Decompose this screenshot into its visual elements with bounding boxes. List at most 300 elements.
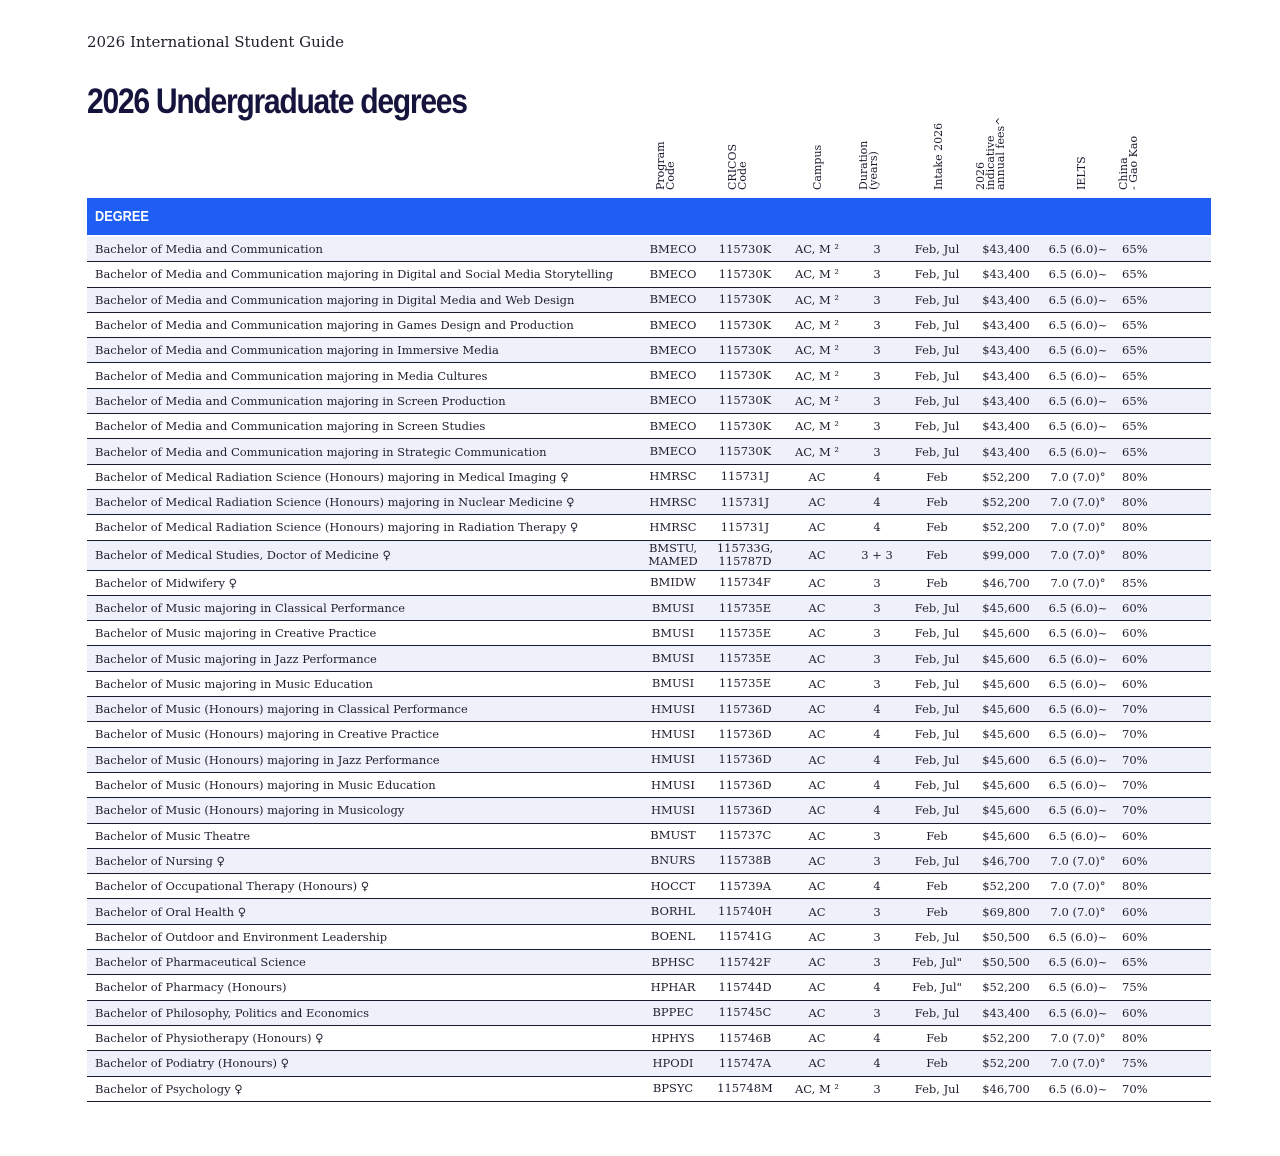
gaokao: 65% bbox=[1122, 318, 1148, 333]
degree-name: Bachelor of Music majoring in Classical Performance bbox=[95, 601, 406, 615]
campus: AC bbox=[808, 752, 826, 767]
program-code: BMECO bbox=[649, 317, 697, 332]
annual-fee: $69,800 bbox=[982, 904, 1030, 919]
gaokao: 80% bbox=[1122, 879, 1148, 894]
degree-section-band bbox=[87, 198, 1211, 235]
table-row bbox=[87, 646, 1211, 671]
campus: AC, M ² bbox=[794, 368, 840, 383]
campus: AC bbox=[808, 626, 826, 641]
header-campus: Campus bbox=[811, 144, 824, 190]
header-ielts: IELTS bbox=[1075, 156, 1088, 190]
table-row bbox=[87, 237, 1211, 262]
intake: Feb, Jul bbox=[914, 1005, 960, 1020]
ielts: 6.5 (6.0)~ bbox=[1048, 601, 1108, 615]
campus: AC bbox=[808, 495, 826, 510]
intake: Feb, Jul bbox=[914, 267, 960, 282]
cricos-code: 115731J bbox=[720, 494, 770, 509]
table-row bbox=[87, 874, 1211, 899]
intake: Feb, Jul bbox=[914, 626, 960, 641]
program-code: BMUSI bbox=[651, 651, 695, 666]
program-code: BPSYC bbox=[652, 1081, 694, 1096]
annual-fee: $46,700 bbox=[982, 853, 1030, 868]
annual-fee: $45,600 bbox=[982, 727, 1030, 742]
annual-fee: $52,200 bbox=[982, 520, 1030, 535]
header-duration: Duration (years) bbox=[857, 140, 880, 190]
header-intake: Intake 2026 bbox=[932, 122, 945, 190]
gaokao: 80% bbox=[1122, 495, 1148, 510]
intake: Feb, Jul bbox=[914, 778, 960, 793]
degree-name: Bachelor of Media and Communication majoring in Immersive Media bbox=[95, 343, 499, 358]
degree-name: Bachelor of Media and Communication majoring in Screen Studies bbox=[95, 419, 486, 434]
campus: AC bbox=[808, 727, 826, 742]
campus: AC bbox=[808, 879, 826, 894]
annual-fee: $50,500 bbox=[982, 929, 1030, 944]
ielts: 6.5 (6.0)~ bbox=[1048, 727, 1108, 742]
table-row bbox=[87, 313, 1211, 338]
duration: 3 bbox=[873, 267, 881, 282]
gaokao: 65% bbox=[1122, 267, 1148, 282]
annual-fee: $43,400 bbox=[982, 343, 1030, 358]
annual-fee: $99,000 bbox=[982, 548, 1030, 563]
intake: Feb bbox=[926, 828, 948, 843]
header-cricos-code: CRICOS Code bbox=[726, 143, 749, 190]
cricos-code: 115746B bbox=[718, 1030, 772, 1045]
header-fees: 2026 indicative annual fees^ bbox=[974, 116, 1007, 190]
cricos-code: 115742F bbox=[719, 954, 771, 969]
gaokao: 60% bbox=[1122, 601, 1148, 615]
intake: Feb bbox=[926, 548, 948, 563]
campus: AC bbox=[808, 520, 826, 535]
duration: 3 bbox=[873, 419, 881, 434]
program-code: BMUSI bbox=[651, 625, 695, 640]
program-code: BMECO bbox=[649, 393, 697, 408]
gaokao: 60% bbox=[1122, 828, 1148, 843]
intake: Feb, Jul bbox=[914, 1081, 960, 1096]
table-row bbox=[87, 824, 1211, 849]
program-code: BOENL bbox=[650, 929, 696, 944]
cricos-code: 115730K bbox=[718, 342, 772, 357]
intake: Feb, Jul bbox=[914, 803, 960, 818]
program-code: HMRSC bbox=[649, 519, 697, 534]
duration: 3 bbox=[873, 393, 881, 408]
cricos-code: 115731J bbox=[720, 519, 770, 534]
gaokao: 65% bbox=[1122, 444, 1148, 459]
table-row bbox=[87, 849, 1211, 874]
header-gaokao: China - Gao Kao bbox=[1117, 135, 1140, 190]
degree-name: Bachelor of Music (Honours) majoring in Musicology bbox=[95, 803, 405, 818]
table-row bbox=[87, 1051, 1211, 1076]
annual-fee: $43,400 bbox=[982, 419, 1030, 434]
ielts: 6.5 (6.0)~ bbox=[1048, 676, 1108, 691]
table-row bbox=[87, 1026, 1211, 1051]
program-code: BMECO bbox=[649, 266, 697, 281]
campus: AC bbox=[808, 1056, 826, 1071]
degree-name: Bachelor of Philosophy, Politics and Economics bbox=[95, 1005, 369, 1020]
table-row bbox=[87, 722, 1211, 747]
duration: 3 bbox=[873, 292, 881, 307]
duration: 3 bbox=[873, 1081, 881, 1096]
ielts: 6.5 (6.0)~ bbox=[1048, 267, 1108, 282]
cricos-code: 115733G, 115787D bbox=[716, 541, 774, 569]
program-code: BMECO bbox=[649, 444, 697, 459]
annual-fee: $52,200 bbox=[982, 469, 1030, 484]
duration: 3 bbox=[873, 955, 881, 970]
annual-fee: $43,400 bbox=[982, 292, 1030, 307]
gaokao: 60% bbox=[1122, 853, 1148, 868]
cricos-code: 115740H bbox=[718, 904, 772, 919]
annual-fee: $45,600 bbox=[982, 651, 1030, 666]
gaokao: 80% bbox=[1122, 520, 1148, 535]
degree-name: Bachelor of Occupational Therapy (Honours) ♀ bbox=[95, 879, 370, 894]
campus: AC, M ² bbox=[794, 1081, 840, 1096]
gaokao: 85% bbox=[1122, 575, 1148, 590]
campus: AC bbox=[808, 980, 826, 995]
degree-name: Bachelor of Music majoring in Creative Practice bbox=[95, 626, 377, 641]
table-row bbox=[87, 541, 1211, 571]
duration: 3 bbox=[873, 828, 881, 843]
campus: AC bbox=[808, 469, 826, 484]
duration: 3 bbox=[873, 575, 881, 590]
degree-name: Bachelor of Physiotherapy (Honours) ♀ bbox=[95, 1031, 324, 1046]
intake: Feb bbox=[926, 904, 948, 919]
ielts: 6.5 (6.0)~ bbox=[1048, 419, 1108, 434]
campus: AC bbox=[808, 955, 826, 970]
program-code: BMECO bbox=[649, 368, 697, 383]
table-row bbox=[87, 414, 1211, 439]
intake: Feb bbox=[926, 1031, 948, 1046]
annual-fee: $43,400 bbox=[982, 368, 1030, 383]
annual-fee: $52,200 bbox=[982, 879, 1030, 894]
gaokao: 65% bbox=[1122, 393, 1148, 408]
cricos-code: 115739A bbox=[718, 878, 772, 893]
program-code: HMRSC bbox=[649, 494, 697, 509]
degree-name: Bachelor of Media and Communication majoring in Games Design and Production bbox=[95, 318, 574, 333]
table-row bbox=[87, 773, 1211, 798]
gaokao: 60% bbox=[1122, 1005, 1148, 1020]
annual-fee: $43,400 bbox=[982, 267, 1030, 282]
ielts: 6.5 (6.0)~ bbox=[1048, 368, 1108, 383]
table-row bbox=[87, 465, 1211, 490]
cricos-code: 115735E bbox=[718, 625, 772, 640]
ielts: 6.5 (6.0)~ bbox=[1048, 778, 1108, 793]
annual-fee: $52,200 bbox=[982, 1056, 1030, 1071]
campus: AC, M ² bbox=[794, 318, 840, 333]
program-code: HOCCT bbox=[650, 878, 696, 893]
gaokao: 70% bbox=[1122, 803, 1148, 818]
program-code: BMECO bbox=[649, 342, 697, 357]
duration: 3 bbox=[873, 929, 881, 944]
duration: 4 bbox=[873, 879, 881, 894]
table-row bbox=[87, 697, 1211, 722]
ielts: 6.5 (6.0)~ bbox=[1048, 318, 1108, 333]
duration: 3 bbox=[873, 651, 881, 666]
gaokao: 65% bbox=[1122, 242, 1148, 257]
degree-name: Bachelor of Psychology ♀ bbox=[95, 1081, 243, 1096]
program-code: BMSTU, MAMED bbox=[648, 541, 698, 569]
gaokao: 70% bbox=[1122, 1081, 1148, 1096]
duration: 3 bbox=[873, 318, 881, 333]
header-program-code: Program Code bbox=[654, 141, 677, 190]
duration: 4 bbox=[873, 495, 881, 510]
gaokao: 65% bbox=[1122, 292, 1148, 307]
ielts: 7.0 (7.0)° bbox=[1050, 469, 1106, 484]
program-code: HMUSI bbox=[651, 752, 695, 767]
ielts: 6.5 (6.0)~ bbox=[1048, 444, 1108, 459]
ielts: 7.0 (7.0)° bbox=[1050, 904, 1106, 919]
ielts: 7.0 (7.0)° bbox=[1050, 1031, 1106, 1046]
program-code: BMUSI bbox=[651, 600, 695, 615]
cricos-code: 115736D bbox=[718, 777, 772, 792]
degree-section-label: DEGREE bbox=[95, 208, 149, 225]
ielts: 7.0 (7.0)° bbox=[1050, 853, 1106, 868]
campus: AC, M ² bbox=[794, 444, 840, 459]
degree-name: Bachelor of Pharmacy (Honours) bbox=[95, 980, 287, 995]
annual-fee: $46,700 bbox=[982, 1081, 1030, 1096]
gaokao: 65% bbox=[1122, 955, 1148, 970]
annual-fee: $46,700 bbox=[982, 575, 1030, 590]
table-row bbox=[87, 363, 1211, 388]
cricos-code: 115748M bbox=[717, 1081, 773, 1096]
campus: AC bbox=[808, 1031, 826, 1046]
cricos-code: 115731J bbox=[720, 469, 770, 484]
campus: AC bbox=[808, 929, 826, 944]
table-row bbox=[87, 389, 1211, 414]
annual-fee: $45,600 bbox=[982, 676, 1030, 691]
cricos-code: 115736D bbox=[718, 752, 772, 767]
intake: Feb, Jul bbox=[914, 419, 960, 434]
intake: Feb, Jul bbox=[914, 702, 960, 717]
gaokao: 70% bbox=[1122, 778, 1148, 793]
duration: 3 bbox=[873, 242, 881, 257]
intake: Feb, Jul bbox=[914, 601, 960, 615]
degree-name: Bachelor of Media and Communication bbox=[95, 242, 323, 257]
intake: Feb, Jul bbox=[914, 929, 960, 944]
campus: AC, M ² bbox=[794, 393, 840, 408]
table-row bbox=[87, 571, 1211, 596]
degree-name: Bachelor of Medical Radiation Science (Honours) majoring in Medical Imaging ♀ bbox=[95, 469, 569, 484]
cricos-code: 115745C bbox=[718, 1005, 772, 1020]
intake: Feb, Jul bbox=[914, 752, 960, 767]
ielts: 6.5 (6.0)~ bbox=[1048, 955, 1108, 970]
degree-name: Bachelor of Media and Communication majoring in Media Cultures bbox=[95, 368, 488, 383]
duration: 4 bbox=[873, 520, 881, 535]
duration: 3 bbox=[873, 676, 881, 691]
intake: Feb, Jul bbox=[914, 343, 960, 358]
ielts: 6.5 (6.0)~ bbox=[1048, 1081, 1108, 1096]
cricos-code: 115730K bbox=[718, 266, 772, 281]
annual-fee: $52,200 bbox=[982, 980, 1030, 995]
degree-name: Bachelor of Medical Radiation Science (Honours) majoring in Nuclear Medicine ♀ bbox=[95, 495, 575, 510]
gaokao: 80% bbox=[1122, 548, 1148, 563]
page-title: 2026 Undergraduate degrees bbox=[87, 82, 467, 121]
table-row bbox=[87, 288, 1211, 313]
cricos-code: 115736D bbox=[718, 701, 772, 716]
campus: AC bbox=[808, 778, 826, 793]
campus: AC bbox=[808, 702, 826, 717]
campus: AC bbox=[808, 904, 826, 919]
degree-name: Bachelor of Media and Communication majoring in Digital and Social Media Storytelling bbox=[95, 267, 614, 282]
campus: AC bbox=[808, 803, 826, 818]
duration: 4 bbox=[873, 980, 881, 995]
program-code: BORHL bbox=[650, 904, 696, 919]
intake: Feb bbox=[926, 575, 948, 590]
duration: 3 bbox=[873, 1005, 881, 1020]
campus: AC bbox=[808, 676, 826, 691]
ielts: 7.0 (7.0)° bbox=[1050, 575, 1106, 590]
degree-name: Bachelor of Music (Honours) majoring in Creative Practice bbox=[95, 727, 440, 742]
intake: Feb, Jul bbox=[914, 444, 960, 459]
intake: Feb, Jul bbox=[914, 651, 960, 666]
intake: Feb, Jul" bbox=[912, 980, 962, 995]
table-row bbox=[87, 490, 1211, 515]
gaokao: 60% bbox=[1122, 904, 1148, 919]
program-code: HPHYS bbox=[651, 1030, 695, 1045]
cricos-code: 115737C bbox=[718, 828, 772, 843]
degree-table bbox=[87, 237, 1211, 1102]
program-code: HMRSC bbox=[649, 469, 697, 484]
intake: Feb, Jul bbox=[914, 368, 960, 383]
duration: 3 bbox=[873, 368, 881, 383]
degree-name: Bachelor of Podiatry (Honours) ♀ bbox=[95, 1056, 290, 1071]
table-row bbox=[87, 338, 1211, 363]
ielts: 6.5 (6.0)~ bbox=[1048, 1005, 1108, 1020]
cricos-code: 115730K bbox=[718, 241, 772, 256]
ielts: 6.5 (6.0)~ bbox=[1048, 343, 1108, 358]
annual-fee: $43,400 bbox=[982, 444, 1030, 459]
degree-name: Bachelor of Music Theatre bbox=[95, 828, 251, 843]
degree-name: Bachelor of Media and Communication majoring in Strategic Communication bbox=[95, 444, 547, 459]
cricos-code: 115747A bbox=[718, 1055, 772, 1070]
duration: 3 bbox=[873, 853, 881, 868]
campus: AC, M ² bbox=[794, 292, 840, 307]
degree-name: Bachelor of Oral Health ♀ bbox=[95, 904, 247, 919]
intake: Feb, Jul bbox=[914, 676, 960, 691]
degree-name: Bachelor of Music (Honours) majoring in Classical Performance bbox=[95, 702, 468, 717]
cricos-code: 115730K bbox=[718, 418, 772, 433]
intake: Feb, Jul bbox=[914, 853, 960, 868]
ielts: 6.5 (6.0)~ bbox=[1048, 828, 1108, 843]
program-code: HMUSI bbox=[651, 802, 695, 817]
table-row bbox=[87, 1077, 1211, 1102]
campus: AC bbox=[808, 651, 826, 666]
ielts: 6.5 (6.0)~ bbox=[1048, 980, 1108, 995]
annual-fee: $45,600 bbox=[982, 803, 1030, 818]
program-code: BPPEC bbox=[652, 1005, 694, 1020]
duration: 3 bbox=[873, 343, 881, 358]
ielts: 7.0 (7.0)° bbox=[1050, 548, 1106, 563]
gaokao: 70% bbox=[1122, 702, 1148, 717]
campus: AC, M ² bbox=[794, 419, 840, 434]
campus: AC, M ² bbox=[794, 343, 840, 358]
degree-name: Bachelor of Pharmaceutical Science bbox=[95, 955, 306, 970]
cricos-code: 115730K bbox=[718, 317, 772, 332]
ielts: 7.0 (7.0)° bbox=[1050, 879, 1106, 894]
cricos-code: 115736D bbox=[718, 726, 772, 741]
ielts: 6.5 (6.0)~ bbox=[1048, 393, 1108, 408]
duration: 4 bbox=[873, 1031, 881, 1046]
campus: AC bbox=[808, 828, 826, 843]
cricos-code: 115741G bbox=[718, 929, 772, 944]
cricos-code: 115730K bbox=[718, 292, 772, 307]
program-code: BMIDW bbox=[650, 575, 696, 590]
degree-name: Bachelor of Music majoring in Music Education bbox=[95, 676, 373, 691]
intake: Feb bbox=[926, 469, 948, 484]
annual-fee: $52,200 bbox=[982, 1031, 1030, 1046]
ielts: 6.5 (6.0)~ bbox=[1048, 929, 1108, 944]
campus: AC bbox=[808, 548, 826, 563]
campus: AC, M ² bbox=[794, 242, 840, 257]
gaokao: 60% bbox=[1122, 626, 1148, 641]
annual-fee: $45,600 bbox=[982, 752, 1030, 767]
degree-name: Bachelor of Music majoring in Jazz Performance bbox=[95, 651, 377, 666]
gaokao: 80% bbox=[1122, 1031, 1148, 1046]
cricos-code: 115730K bbox=[718, 368, 772, 383]
table-row bbox=[87, 439, 1211, 464]
duration: 4 bbox=[873, 469, 881, 484]
degree-name: Bachelor of Midwifery ♀ bbox=[95, 575, 238, 590]
degree-name: Bachelor of Nursing ♀ bbox=[95, 853, 225, 868]
cricos-code: 115735E bbox=[718, 651, 772, 666]
ielts: 7.0 (7.0)° bbox=[1050, 495, 1106, 510]
table-row bbox=[87, 262, 1211, 287]
program-code: HPHAR bbox=[650, 979, 696, 994]
program-code: HMUSI bbox=[651, 777, 695, 792]
intake: Feb, Jul bbox=[914, 242, 960, 257]
table-row bbox=[87, 515, 1211, 540]
duration: 3 bbox=[873, 601, 881, 615]
duration: 4 bbox=[873, 727, 881, 742]
table-row bbox=[87, 950, 1211, 975]
gaokao: 75% bbox=[1122, 1056, 1148, 1071]
program-code: BNURS bbox=[650, 853, 696, 868]
program-code: BPHSC bbox=[651, 954, 695, 969]
gaokao: 80% bbox=[1122, 469, 1148, 484]
table-row bbox=[87, 621, 1211, 646]
gaokao: 60% bbox=[1122, 676, 1148, 691]
gaokao: 70% bbox=[1122, 727, 1148, 742]
cricos-code: 115730K bbox=[718, 393, 772, 408]
annual-fee: $45,600 bbox=[982, 828, 1030, 843]
campus: AC, M ² bbox=[794, 267, 840, 282]
intake: Feb, Jul bbox=[914, 393, 960, 408]
campus: AC bbox=[808, 853, 826, 868]
gaokao: 60% bbox=[1122, 651, 1148, 666]
ielts: 6.5 (6.0)~ bbox=[1048, 626, 1108, 641]
duration: 4 bbox=[873, 752, 881, 767]
program-code: HMUSI bbox=[651, 726, 695, 741]
campus: AC bbox=[808, 575, 826, 590]
ielts: 6.5 (6.0)~ bbox=[1048, 292, 1108, 307]
ielts: 6.5 (6.0)~ bbox=[1048, 752, 1108, 767]
intake: Feb, Jul bbox=[914, 292, 960, 307]
gaokao: 75% bbox=[1122, 980, 1148, 995]
gaokao: 65% bbox=[1122, 343, 1148, 358]
gaokao: 65% bbox=[1122, 419, 1148, 434]
duration: 3 bbox=[873, 626, 881, 641]
program-code: BMUSI bbox=[651, 676, 695, 691]
intake: Feb, Jul bbox=[914, 727, 960, 742]
cricos-code: 115734F bbox=[719, 575, 771, 590]
ielts: 6.5 (6.0)~ bbox=[1048, 803, 1108, 818]
guide-title: 2026 International Student Guide bbox=[87, 33, 345, 51]
degree-name: Bachelor of Media and Communication majoring in Screen Production bbox=[95, 393, 506, 408]
ielts: 6.5 (6.0)~ bbox=[1048, 651, 1108, 666]
degree-name: Bachelor of Music (Honours) majoring in Music Education bbox=[95, 778, 436, 793]
annual-fee: $45,600 bbox=[982, 702, 1030, 717]
table-row bbox=[87, 798, 1211, 823]
gaokao: 70% bbox=[1122, 752, 1148, 767]
cricos-code: 115738B bbox=[718, 853, 772, 868]
